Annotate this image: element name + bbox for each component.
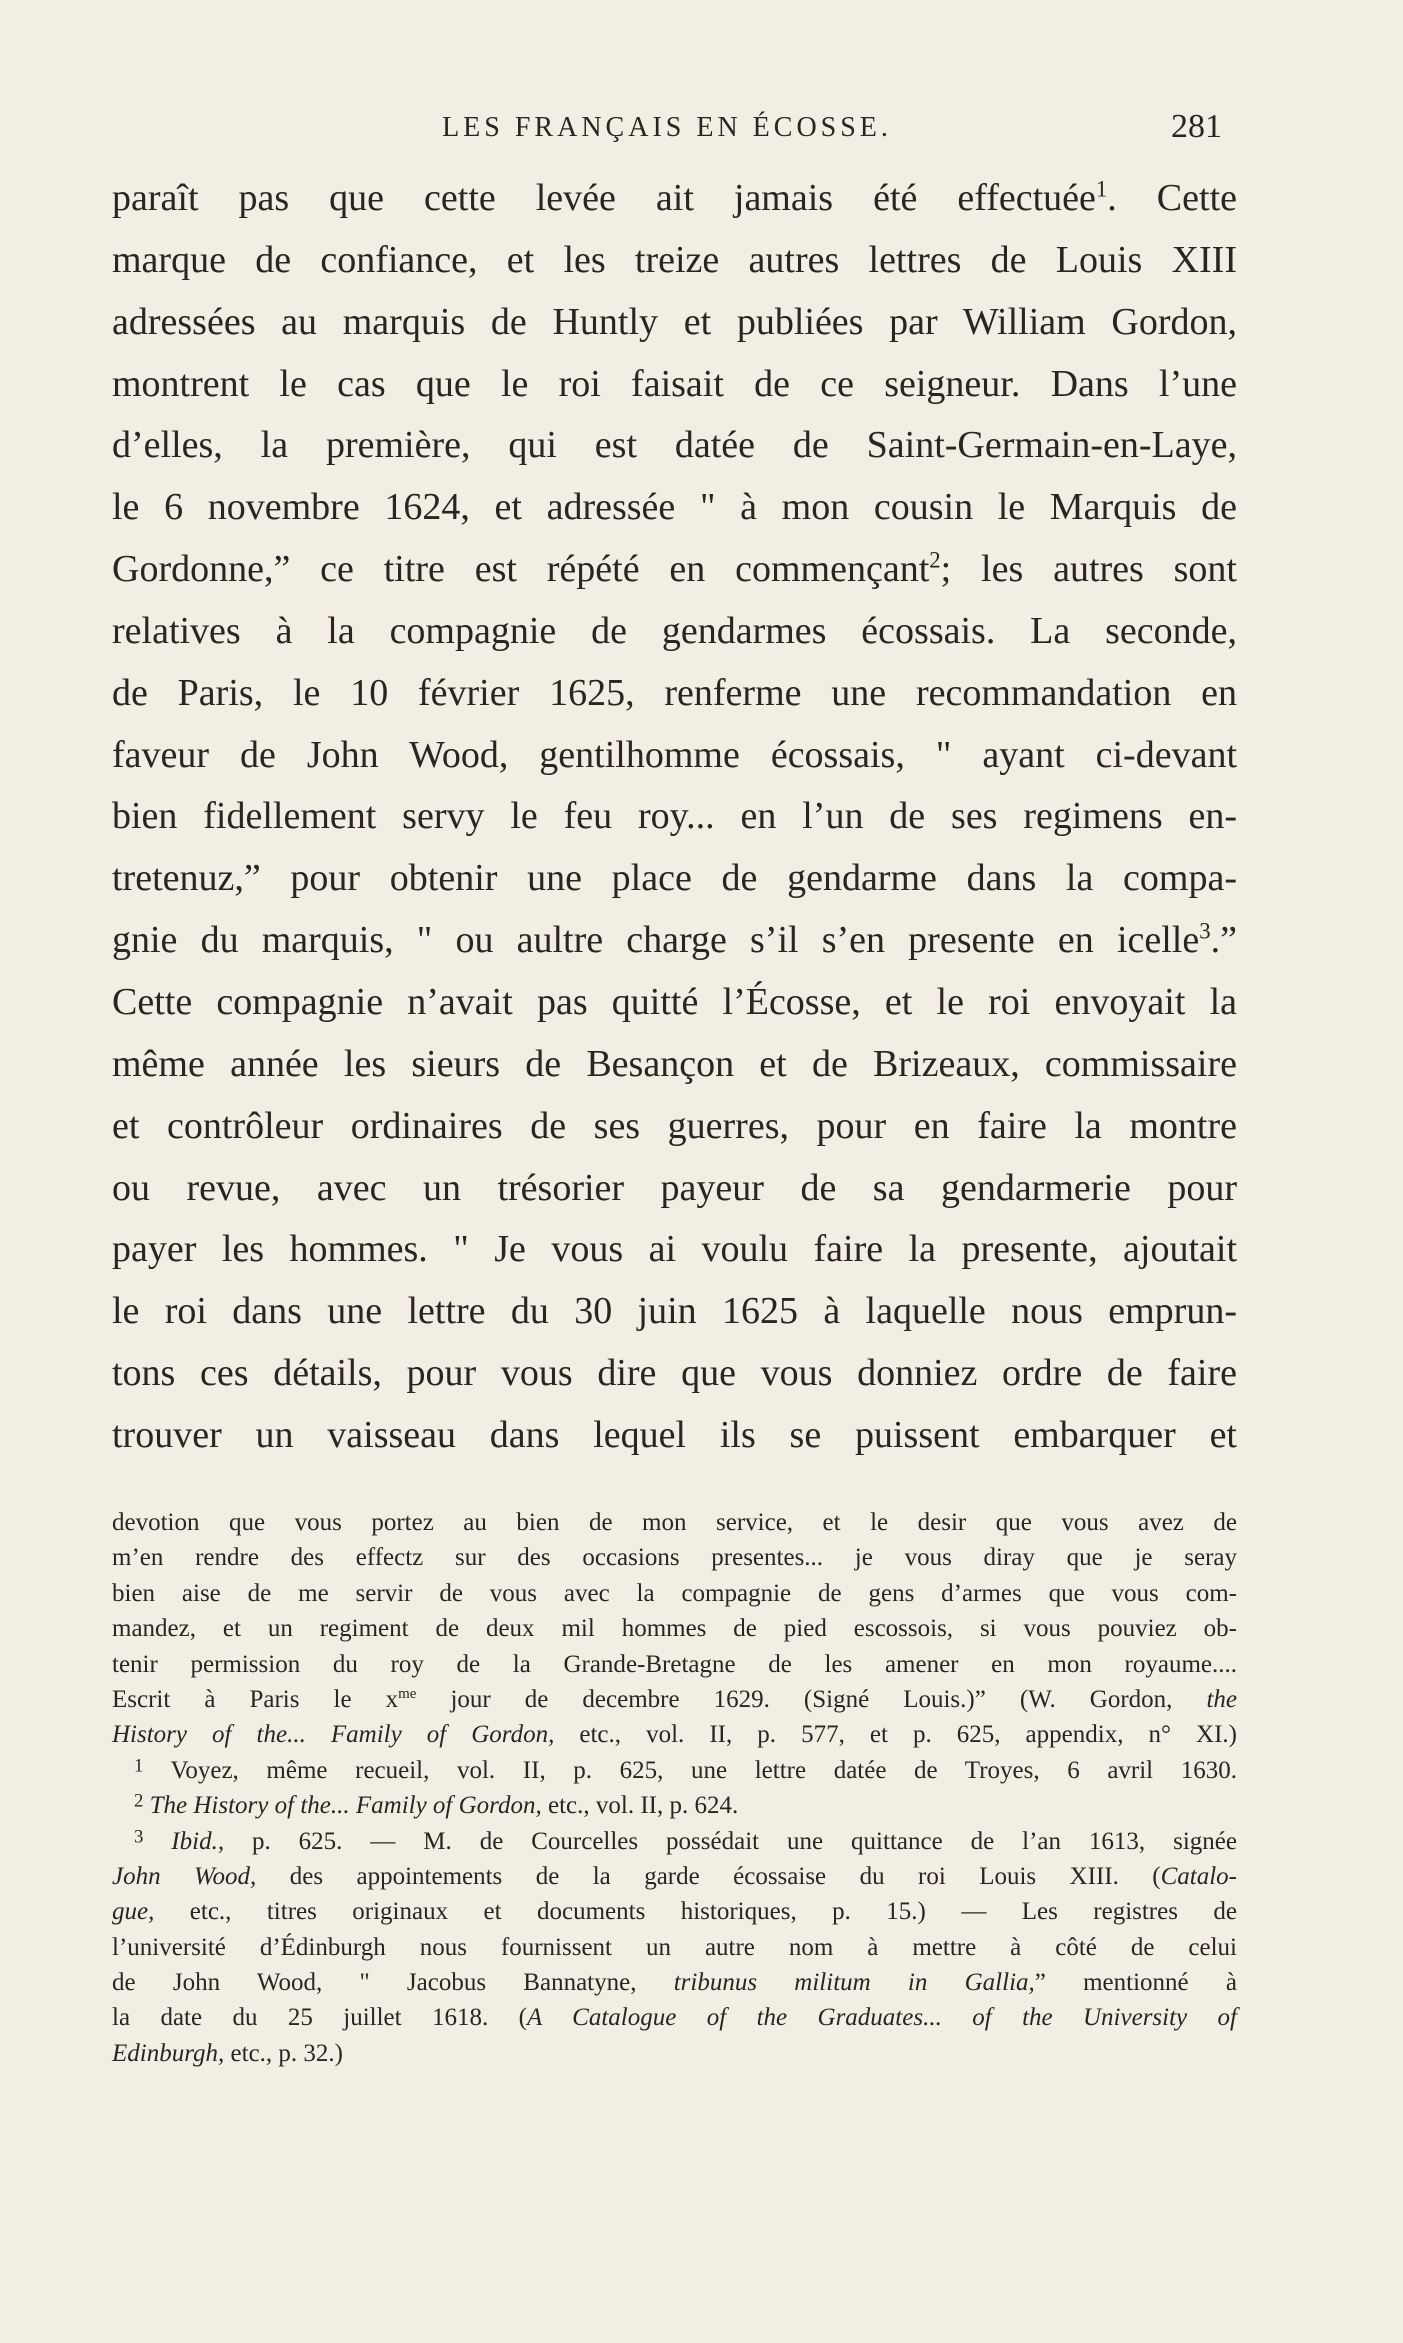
footnote-ref-2: 2: [929, 547, 941, 573]
footnote-line: Edinburgh, etc., p. 32.): [112, 2039, 343, 2067]
text-line: gnie du marquis, " ou aultre charge s’il s’en presente en icelle$^3$.”: [112, 918, 1237, 962]
footnote-line: mandez, et un regiment de deux mil hommes de pied escossois, si vous pouviez ob-: [112, 1615, 1237, 1643]
footnote-3: $^3$ Ibid., p. 625. — M. de Courcelles possédait une quittance de l’an 1613, signée: [134, 1825, 1237, 1855]
footnote-line: gue, etc., titres originaux et documents historiques, p. 15.) — Les registres de: [112, 1898, 1237, 1926]
text-line: montrent le cas que le roi faisait de ce seigneur. Dans l’une: [112, 362, 1237, 405]
footnote-line: tenir permission du roy de la Grande-Bretagne de les amener en mon royaume....: [112, 1650, 1237, 1678]
text-line: Gordonne,” ce titre est répété en commençant$^2$; les autres sont: [112, 547, 1237, 591]
footnote-line: l’université d’Édinburgh nous fournissent un autre nom à mettre à côté de celui: [112, 1933, 1237, 1961]
text-line: de Paris, le 10 février 1625, renferme une recommandation en: [112, 671, 1237, 714]
text-line: payer les hommes. " Je vous ai voulu faire la presente, ajoutait: [112, 1228, 1237, 1271]
page-number: 281: [1171, 108, 1222, 145]
footnotes: [112, 1505, 1237, 2071]
text-line: d’elles, la première, qui est datée de Saint-Germain-en-Laye,: [112, 424, 1237, 467]
footnote-2: $^2$ The History of the... Family of Gordon, etc., vol. II, p. 624.: [134, 1790, 739, 1820]
footnote-1: $^1$ Voyez, même recueil, vol. II, p. 625, une lettre datée de Troyes, 6 avril 1630.: [134, 1755, 1237, 1784]
text-line: et contrôleur ordinaires de ses guerres, pour en faire la montre: [112, 1104, 1237, 1147]
text-line: paraît pas que cette levée ait jamais été effectuée$^1$. Cette: [112, 176, 1237, 219]
text-line: Cette compagnie n’avait pas quitté l’Écosse, et le roi envoyait la: [112, 980, 1237, 1023]
text-line: adressées au marquis de Huntly et publiées par William Gordon,: [112, 300, 1237, 343]
text-line: le roi dans une lettre du 30 juin 1625 à laquelle nous emprun-: [112, 1290, 1237, 1333]
footnote-line: bien aise de me servir de vous avec la compagnie de gens d’armes que vous com-: [112, 1579, 1237, 1607]
footnote-ref-3: 3: [1199, 918, 1211, 944]
footnote-line: de John Wood, " Jacobus Bannatyne, tribunus militum in Gallia,” mentionné à: [112, 1969, 1237, 1997]
text-line: ou revue, avec un trésorier payeur de sa gendarmerie pour: [112, 1166, 1237, 1209]
main-text: [112, 168, 1237, 1467]
text-line: bien fidellement servy le feu roy... en l’un de ses regimens en-: [112, 795, 1237, 838]
footnote-ref-1: 1: [1095, 176, 1108, 202]
page-header: [112, 108, 1222, 152]
text-line: marque de confiance, et les treize autres lettres de Louis XIII: [112, 238, 1237, 281]
text-line: trouver un vaisseau dans lequel ils se puissent embarquer et: [112, 1413, 1237, 1456]
footnote-line: m’en rendre des effectz sur des occasions presentes... je vous diray que je seray: [112, 1544, 1237, 1572]
footnote-line: John Wood, des appointements de la garde écossaise du roi Louis XIII. (Catalo-: [112, 1862, 1237, 1890]
footnote-line: devotion que vous portez au bien de mon service, et le desir que vous avez de: [112, 1509, 1237, 1536]
text-line: le 6 novembre 1624, et adressée " à mon cousin le Marquis de: [112, 486, 1237, 529]
running-title: LES FRANÇAIS EN ÉCOSSE.: [442, 112, 892, 143]
text-line: tretenuz,” pour obtenir une place de gendarme dans la compa-: [112, 857, 1237, 900]
text-line: faveur de John Wood, gentilhomme écossais, " ayant ci-devant: [112, 733, 1237, 776]
text-line: même année les sieurs de Besançon et de Brizeaux, commissaire: [112, 1042, 1237, 1085]
footnote-line: History of the... Family of Gordon, etc., vol. II, p. 577, et p. 625, appendix, n° XI.): [112, 1721, 1237, 1749]
text-line: relatives à la compagnie de gendarmes écossais. La seconde,: [112, 609, 1237, 652]
footnote-line: Escrit à Paris le $x^{me}$ jour de decembre 1629. (Signé Louis.)” (W. Gordon, the: [112, 1685, 1237, 1713]
footnote-line: la date du 25 juillet 1618. (A Catalogue of the Graduates... of the University of: [112, 2004, 1237, 2032]
text-line: tons ces détails, pour vous dire que vous donniez ordre de faire: [112, 1352, 1237, 1395]
